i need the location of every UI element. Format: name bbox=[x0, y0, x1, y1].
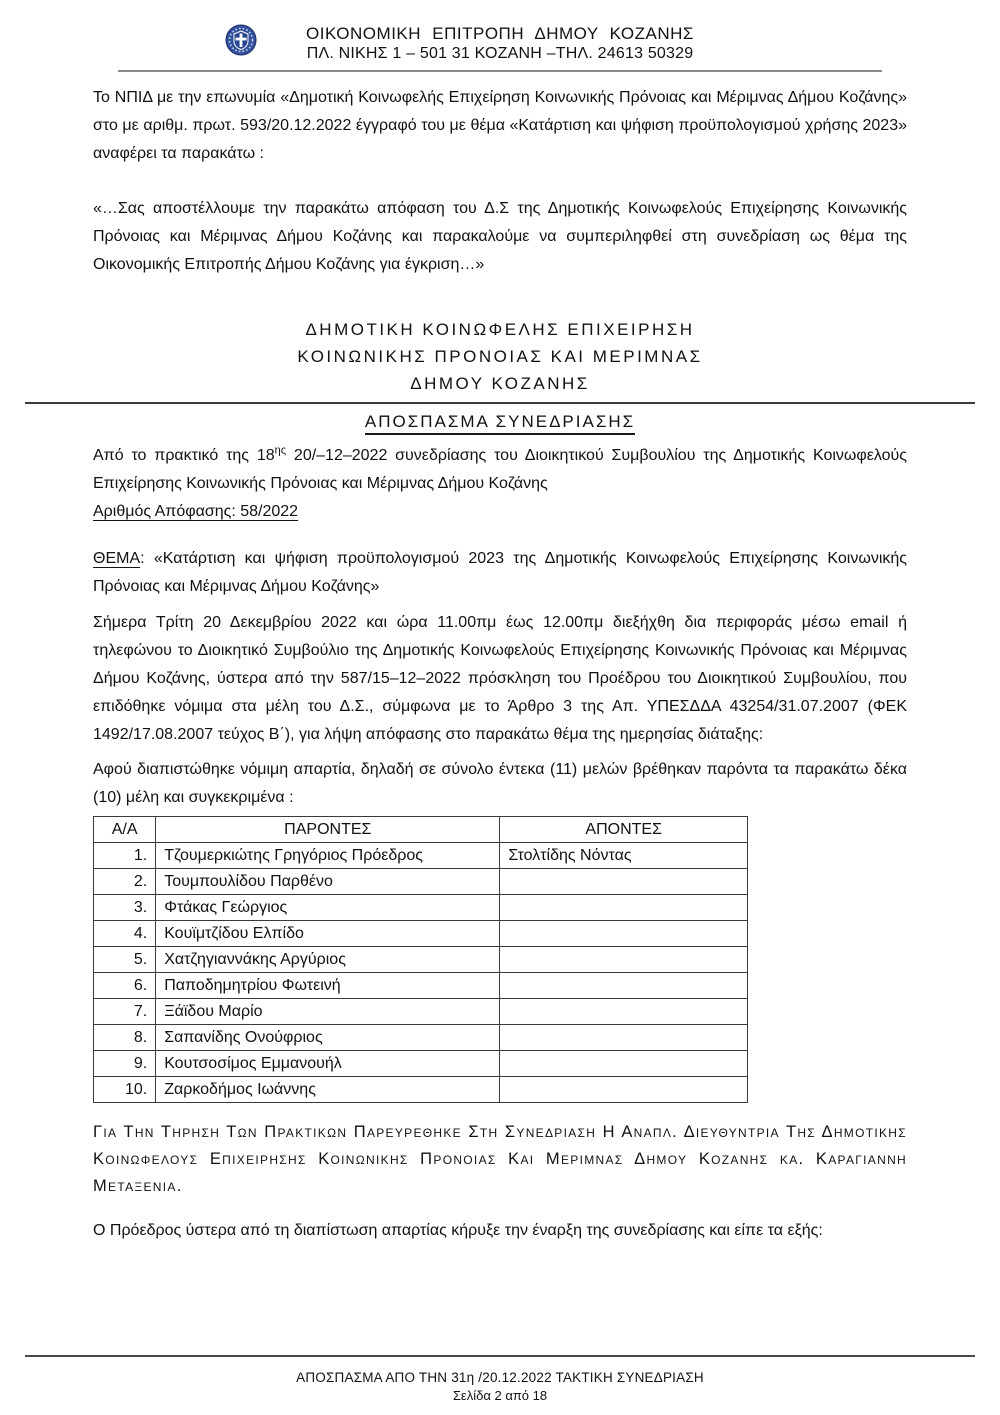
row-index: 4. bbox=[94, 921, 156, 947]
row-index: 7. bbox=[94, 999, 156, 1025]
table-row bbox=[94, 921, 748, 947]
table-row bbox=[94, 895, 748, 921]
present-member: Χατζηγιαννάκης Αργύριος bbox=[156, 947, 500, 973]
row-index: 10. bbox=[94, 1077, 156, 1103]
subject-label: ΘΕΜΑ bbox=[93, 550, 141, 567]
table-row bbox=[94, 843, 748, 869]
absent-member bbox=[500, 973, 748, 999]
minutes-ref-prefix: Από το πρακτικό της 18 bbox=[93, 447, 275, 464]
absent-member bbox=[500, 869, 748, 895]
header-divider bbox=[118, 70, 882, 72]
letterhead bbox=[93, 0, 907, 63]
absent-member bbox=[500, 947, 748, 973]
page-footer bbox=[0, 1368, 1000, 1405]
footer-divider bbox=[25, 1355, 975, 1357]
table-row bbox=[94, 1051, 748, 1077]
attendance-table bbox=[93, 816, 748, 1103]
present-member: Τουμπουλίδου Παρθένο bbox=[156, 869, 500, 895]
table-row bbox=[94, 1025, 748, 1051]
org-title-line1: ΔΗΜΟΤΙΚΗ ΚΟΙΝΩΦΕΛΗΣ ΕΠΙΧΕΙΡΗΣΗ bbox=[305, 320, 695, 339]
table-row bbox=[94, 869, 748, 895]
row-index: 6. bbox=[94, 973, 156, 999]
session-description-paragraph: Σήμερα Τρίτη 20 Δεκεμβρίου 2022 και ώρα 11.00πμ έως 12.00πμ διεξήχθη δια περιφοράς μέσω email ή τηλεφώνου το Διοικητικό Συμβούλιο της Δημοτικής Κοινωφελούς Επιχείρησης Κοινωνικής Πρόνοιας και Μέριμνας Δήμου Κοζάνης, ύστερα από την 587/15–12–2022 πρόσκληση του Προέδρου του Διοικητικού Συμβουλίου, που επιδόθηκε νόμιμα στα μέλη του Δ.Σ., σύμφωνα με το Άρθρο 3 της Απ. ΥΠΕΣΔΔΑ 43254/31.07.2007 (ΦΕΚ 1492/17.08.2007 τεύχος Β΄), για λήψη απόφασης στο παρακάτω θέμα της ημερησίας διάταξης: bbox=[93, 614, 907, 743]
municipal-emblem-icon bbox=[225, 24, 257, 56]
table-row bbox=[94, 973, 748, 999]
absent-member bbox=[500, 999, 748, 1025]
present-member: Παποδημητρίου Φωτεινή bbox=[156, 973, 500, 999]
organization-title-block bbox=[93, 316, 907, 397]
absent-member bbox=[500, 895, 748, 921]
subject-text: : «Κατάρτιση και ψήφιση προϋπολογισμού 2023 της Δημοτικής Κοινωφελούς Επιχείρησης Κοινωνικής Πρόνοιας και Μέριμνας Δήμου Κοζάνης» bbox=[93, 550, 907, 595]
subject-paragraph bbox=[93, 545, 907, 601]
quoted-letter-paragraph: «…Σας αποστέλλουμε την παρακάτω απόφαση του Δ.Σ της Δημοτικής Κοινωφελούς Επιχείρησης Κοινωνικής Πρόνοιας και Μέριμνας Δήμου Κοζάνης και παρακαλούμε να συμπεριληφθεί στη συνεδρίαση ως θέμα της Οικονομικής Επιτροπής Δήμου Κοζάνης για έγκριση…» bbox=[93, 200, 907, 273]
intro-paragraph: Το ΝΠΙΔ με την επωνυμία «Δημοτική Κοινωφελής Επιχείρηση Κοινωνικής Πρόνοιας και Μέριμνας Δήμου Κοζάνης» στο με αριθμ. πρωτ. 593/20.12.2022 έγγραφό του με θέμα «Κατάρτιση και ψήφιση προϋπολογισμού χρήσης 2023» αναφέρει τα παρακάτω : bbox=[93, 89, 907, 162]
absent-member bbox=[500, 1025, 748, 1051]
page-content bbox=[93, 0, 907, 1245]
table-row bbox=[94, 999, 748, 1025]
section-divider bbox=[25, 402, 975, 404]
row-index: 8. bbox=[94, 1025, 156, 1051]
column-header-absent: ΑΠΟΝΤΕΣ bbox=[500, 817, 748, 843]
present-member: Τζουμερκιώτης Γρηγόριος Πρόεδρος bbox=[156, 843, 500, 869]
closing-paragraph: Ο Πρόεδρος ύστερα από τη διαπίστωση απαρτίας κήρυξε την έναρξη της συνεδρίασης και είπε τα εξής: bbox=[93, 1221, 823, 1239]
row-index: 1. bbox=[94, 843, 156, 869]
minutes-ref-rest: 20/–12–2022 συνεδρίασης του Διοικητικού Συμβουλίου της Δημοτικής Κοινωφελούς Επιχείρησης Κοινωνικής Πρόνοιας και Μέριμνας Δήμου Κοζάνης bbox=[93, 447, 908, 492]
extract-title bbox=[93, 411, 907, 433]
footer-session-line: ΑΠΟΣΠΑΣΜΑ ΑΠΟ ΤΗΝ 31η /20.12.2022 ΤΑΚΤΙΚΗ ΣΥΝΕΔΡΙΑΣΗ bbox=[296, 1370, 704, 1385]
present-member: Ξάϊδου Μαρίο bbox=[156, 999, 500, 1025]
extract-title-text: ΑΠΟΣΠΑΣΜΑ ΣΥΝΕΔΡΙΑΣΗΣ bbox=[365, 412, 635, 435]
present-member: Ζαρκοδήμος Ιωάννης bbox=[156, 1077, 500, 1103]
present-member: Φτάκας Γεώργιος bbox=[156, 895, 500, 921]
decision-number-line bbox=[93, 498, 907, 526]
row-index: 5. bbox=[94, 947, 156, 973]
column-header-present: ΠΑΡΟΝΤΕΣ bbox=[156, 817, 500, 843]
absent-member bbox=[500, 1051, 748, 1077]
org-title-line2: ΚΟΙΝΩΝΙΚΗΣ ΠΡΟΝΟΙΑΣ ΚΑΙ ΜΕΡΙΜΝΑΣ bbox=[297, 347, 703, 366]
quorum-paragraph: Αφού διαπιστώθηκε νόμιμη απαρτία, δηλαδή σε σύνολο έντεκα (11) μελών βρέθηκαν παρόντα τα παρακάτω δέκα (10) μέλη και συγκεκριμένα : bbox=[93, 761, 907, 806]
org-title-line3: ΔΗΜΟΥ ΚΟΖΑΝΗΣ bbox=[410, 374, 590, 393]
table-header-row bbox=[94, 817, 748, 843]
present-member: Κουϊμτζίδου Ελπίδο bbox=[156, 921, 500, 947]
present-member: Σαπανίδης Ονούφριος bbox=[156, 1025, 500, 1051]
table-row bbox=[94, 947, 748, 973]
row-index: 2. bbox=[94, 869, 156, 895]
column-header-index: Α/Α bbox=[94, 817, 156, 843]
absent-member: Στολτίδης Νόντας bbox=[500, 843, 748, 869]
ordinal-superscript: ης bbox=[274, 444, 287, 457]
row-index: 9. bbox=[94, 1051, 156, 1077]
absent-member bbox=[500, 921, 748, 947]
table-row bbox=[94, 1077, 748, 1103]
present-member: Κουτσοσίμος Εμμανουήλ bbox=[156, 1051, 500, 1077]
org-address-header: ΠΛ. ΝΙΚΗΣ 1 – 501 31 ΚΟΖΑΝΗ –ΤΗΛ. 24613 50329 bbox=[306, 45, 694, 62]
footer-page-number: Σελίδα 2 από 18 bbox=[452, 1388, 548, 1403]
minutes-reference-paragraph bbox=[93, 442, 907, 498]
decision-number-text: Αριθμός Απόφασης: 58/2022 bbox=[93, 503, 299, 520]
secretary-note-paragraph: Για Την Τηρηση Των Πρακτικων Παρευρεθηκε Στη Συνεδριαση Η Αναπλ. Διευθυντρια Της Δημοτικης Κοινωφελους Επιχειρησης Κοινωνικης Προνοιας Και Μεριμνας Δημου Κοζανης κα. Καραγιαννη Μεταξενια. bbox=[93, 1123, 907, 1195]
org-name-header: ΟΙΚΟΝΟΜΙΚΗ ΕΠΙΤΡΟΠΗ ΔΗΜΟΥ ΚΟΖΑΝΗΣ bbox=[306, 24, 694, 43]
absent-member bbox=[500, 1077, 748, 1103]
row-index: 3. bbox=[94, 895, 156, 921]
